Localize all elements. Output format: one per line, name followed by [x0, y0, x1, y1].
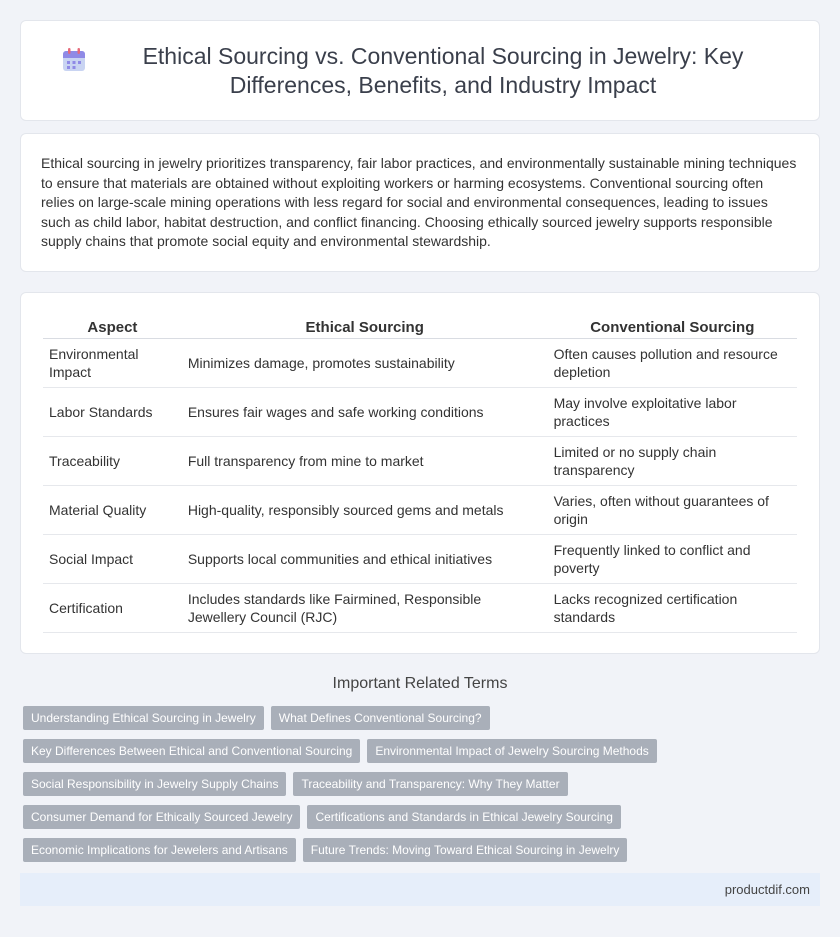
comparison-table	[43, 315, 797, 633]
table-header-row	[43, 315, 797, 339]
table-row	[43, 584, 797, 633]
table-cell: Traceability	[43, 437, 182, 486]
intro-card	[20, 133, 820, 272]
calendar-icon	[61, 47, 87, 73]
footer	[20, 873, 820, 906]
related-term-link[interactable]: Environmental Impact of Jewelry Sourcing Methods	[367, 739, 656, 763]
related-term-link[interactable]: Traceability and Transparency: Why They Matter	[293, 772, 567, 796]
table-cell: Ensures fair wages and safe working conditions	[182, 388, 548, 437]
table-cell: Varies, often without guarantees of origin	[548, 486, 797, 535]
table-cell: Supports local communities and ethical initiatives	[182, 535, 548, 584]
related-terms-list	[23, 706, 823, 862]
table-cell: Labor Standards	[43, 388, 182, 437]
table-cell: Full transparency from mine to market	[182, 437, 548, 486]
table-cell: Social Impact	[43, 535, 182, 584]
table-row	[43, 339, 797, 388]
table-cell: Material Quality	[43, 486, 182, 535]
table-cell: Environmental Impact	[43, 339, 182, 388]
table-row	[43, 388, 797, 437]
table-cell: Often causes pollution and resource depletion	[548, 339, 797, 388]
table-cell: Certification	[43, 584, 182, 633]
related-term-link[interactable]: Social Responsibility in Jewelry Supply Chains	[23, 772, 286, 796]
intro-text: Ethical sourcing in jewelry prioritizes transparency, fair labor practices, and environmentally sustainable mining techniques to ensure that materials are obtained without exploiting workers or harming ecosystems. Conventional sourcing often relies on large-scale mining operations with less regard for social and environmental consequences, leading to issues such as child labor, habitat destruction, and conflict financing. Choosing ethically sourced jewelry supports responsible supply chains that promote social equity and environmental stewardship.	[41, 155, 797, 249]
column-header-conventional: Conventional Sourcing	[548, 315, 797, 339]
table-row	[43, 486, 797, 535]
page-title: Ethical Sourcing vs. Conventional Sourcing in Jewelry: Key Differences, Benefits, and Industry Impact	[142, 42, 744, 98]
table-cell: High-quality, responsibly sourced gems and metals	[182, 486, 548, 535]
related-term-link[interactable]: Understanding Ethical Sourcing in Jewelry	[23, 706, 264, 730]
table-row	[43, 535, 797, 584]
table-cell: Frequently linked to conflict and poverty	[548, 535, 797, 584]
column-header-ethical: Ethical Sourcing	[182, 315, 548, 339]
comparison-table-card	[20, 292, 820, 654]
related-terms-title: Important Related Terms	[332, 675, 508, 692]
related-term-link[interactable]: Future Trends: Moving Toward Ethical Sourcing in Jewelry	[303, 838, 628, 862]
table-cell: Minimizes damage, promotes sustainability	[182, 339, 548, 388]
related-term-link[interactable]: Economic Implications for Jewelers and Artisans	[23, 838, 296, 862]
table-row	[43, 437, 797, 486]
column-header-aspect: Aspect	[43, 315, 182, 339]
table-cell: May involve exploitative labor practices	[548, 388, 797, 437]
header-card	[20, 20, 820, 121]
related-term-link[interactable]: What Defines Conventional Sourcing?	[271, 706, 490, 730]
related-term-link[interactable]: Certifications and Standards in Ethical Jewelry Sourcing	[307, 805, 620, 829]
footer-site-name: productdif.com	[724, 882, 810, 897]
related-term-link[interactable]: Key Differences Between Ethical and Conventional Sourcing	[23, 739, 360, 763]
related-term-link[interactable]: Consumer Demand for Ethically Sourced Jewelry	[23, 805, 300, 829]
table-cell: Limited or no supply chain transparency	[548, 437, 797, 486]
title-wrap	[21, 42, 819, 100]
table-cell: Lacks recognized certification standards	[548, 584, 797, 633]
table-cell: Includes standards like Fairmined, Responsible Jewellery Council (RJC)	[182, 584, 548, 633]
